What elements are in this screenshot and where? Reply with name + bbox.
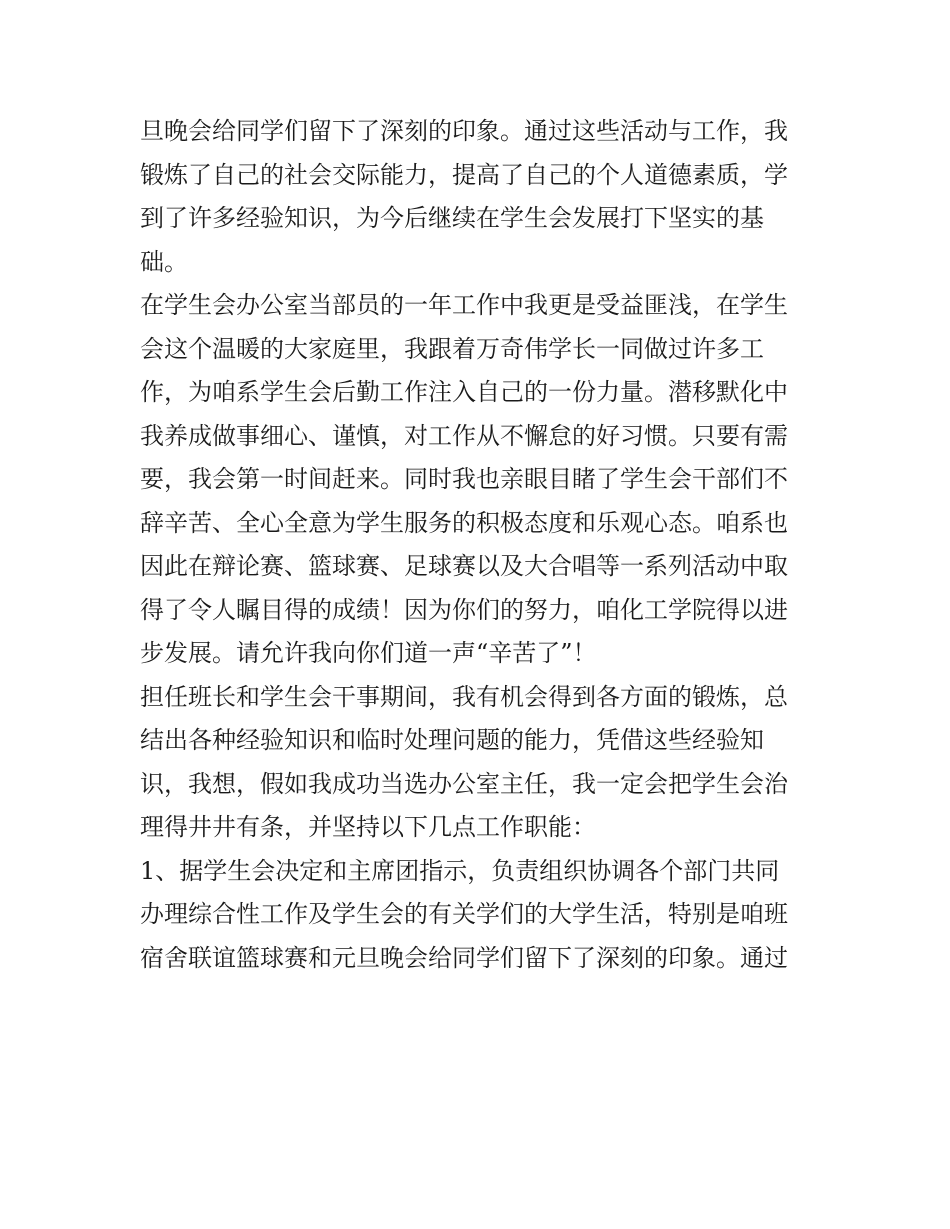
- text-line: 因此在辩论赛、篮球赛、足球赛以及大合唱等一系列活动中取: [140, 552, 788, 580]
- text-line: 担任班长和学生会干事期间，我有机会得到各方面的锻炼，总: [140, 682, 788, 711]
- text-line: 作，为咱系学生会后勤工作注入自己的一份力量。潜移默化中: [140, 378, 788, 406]
- text-line: 到了许多经验知识，为今后继续在学生会发展打下坚实的基: [140, 204, 764, 232]
- text-line: 锻炼了自己的社会交际能力，提高了自己的个人道德素质，学: [140, 160, 788, 189]
- text-line: 辞辛苦、全心全意为学生服务的积极态度和乐观心态。咱系也: [140, 508, 788, 537]
- text-line: 础。: [140, 247, 188, 276]
- text-line: 要，我会第一时间赶来。同时我也亲眼目睹了学生会干部们不: [140, 465, 788, 493]
- text-line: 结出各种经验知识和临时处理问题的能力，凭借这些经验知: [140, 726, 764, 754]
- text-line: 1、据学生会决定和主席团指示，负责组织协调各个部门共同: [140, 856, 780, 885]
- text-line: 办理综合性工作及学生会的有关学们的大学生活，特别是咱班: [140, 900, 788, 928]
- body-text: [140, 110, 820, 980]
- text-line: 理得井井有条，并坚持以下几点工作职能：: [140, 813, 596, 841]
- text-line: 步发展。请允许我向你们道一声“辛苦了”！: [140, 639, 597, 667]
- text-line: 得了令人瞩目得的成绩！因为你们的努力，咱化工学院得以进: [140, 595, 788, 624]
- text-line: 宿舍联谊篮球赛和元旦晚会给同学们留下了深刻的印象。通过: [140, 943, 788, 972]
- text-line: 旦晚会给同学们留下了深刻的印象。通过这些活动与工作，我: [140, 117, 788, 145]
- text-line: 在学生会办公室当部员的一年工作中我更是受益匪浅，在学生: [140, 291, 788, 319]
- text-line: 我养成做事细心、谨慎，对工作从不懈怠的好习惯。只要有需: [140, 421, 788, 450]
- text-line: 会这个温暖的大家庭里，我跟着万奇伟学长一同做过许多工: [140, 334, 764, 363]
- text-line: 识，我想，假如我成功当选办公室主任，我一定会把学生会治: [140, 769, 788, 798]
